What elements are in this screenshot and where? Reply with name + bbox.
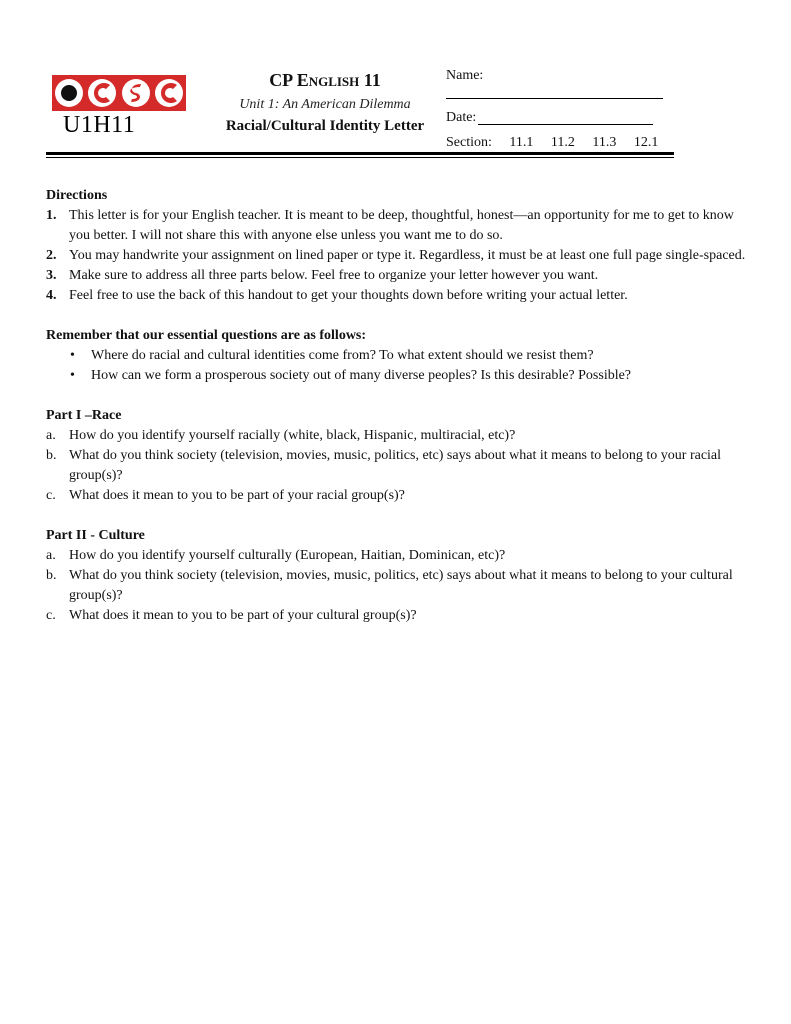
item-number: 1. bbox=[46, 208, 57, 223]
part2-heading: Part II - Culture bbox=[46, 528, 145, 543]
header-rule-thin bbox=[46, 157, 674, 158]
course-code: U1H11 bbox=[63, 112, 136, 138]
title-block bbox=[205, 70, 445, 135]
part2-list bbox=[46, 546, 746, 626]
list-item bbox=[46, 546, 746, 566]
list-item bbox=[46, 486, 746, 506]
item-letter: b. bbox=[46, 448, 57, 463]
name-blank bbox=[446, 98, 663, 99]
item-text: What do you think society (television, movies, music, politics, etc) says about what it means to belong to your cultural group(s)? bbox=[69, 568, 733, 603]
course-title-prefix: CP E bbox=[269, 70, 309, 90]
list-item: • Where do racial and cultural identities come from? To what extent should we resist them? bbox=[46, 346, 746, 366]
section-option: 11.3 bbox=[592, 135, 617, 150]
directions-list bbox=[46, 206, 746, 306]
date-label: Date: bbox=[446, 110, 477, 125]
essential-questions-list bbox=[46, 346, 746, 386]
item-letter: c. bbox=[46, 488, 56, 503]
item-number: 3. bbox=[46, 268, 57, 283]
section-row bbox=[446, 135, 672, 151]
item-text: What does it mean to you to be part of your cultural group(s)? bbox=[69, 608, 417, 623]
item-number: 2. bbox=[46, 248, 57, 263]
section-option: 11.2 bbox=[550, 135, 575, 150]
essential-questions-heading: Remember that our essential questions are as follows: bbox=[46, 328, 367, 343]
date-blank bbox=[478, 124, 653, 125]
list-item bbox=[46, 266, 746, 286]
course-title bbox=[205, 70, 445, 91]
item-letter: b. bbox=[46, 568, 57, 583]
part1-heading: Part I –Race bbox=[46, 408, 122, 423]
item-text: What do you think society (television, movies, music, politics, etc) says about what it means to belong to your racial group(s)? bbox=[69, 448, 722, 483]
item-text: You may handwrite your assignment on lined paper or type it. Regardless, it must be at least one full page single-spaced. bbox=[69, 248, 746, 263]
list-item bbox=[46, 606, 746, 626]
item-number: 4. bbox=[46, 288, 57, 303]
item-text: How do you identify yourself racially (white, black, Hispanic, multiracial, etc)? bbox=[69, 428, 516, 443]
directions-heading: Directions bbox=[46, 188, 108, 203]
item-letter: c. bbox=[46, 608, 56, 623]
list-item bbox=[46, 286, 746, 306]
document-body bbox=[46, 186, 746, 626]
unit-subtitle: Unit 1: An American Dilemma bbox=[239, 97, 411, 112]
item-text: This letter is for your English teacher. It is meant to be deep, thoughtful, honest—an opportunity for me to get to know you better. I will not share this with anyone else unless you want me to do so. bbox=[69, 208, 734, 243]
name-label: Name: bbox=[446, 68, 484, 83]
section-label: Section: bbox=[446, 135, 492, 150]
list-item bbox=[46, 206, 746, 246]
assignment-title: Racial/Cultural Identity Letter bbox=[225, 118, 425, 134]
course-title-suffix: 11 bbox=[359, 70, 381, 90]
list-item bbox=[46, 426, 746, 446]
section-option: 11.1 bbox=[509, 135, 534, 150]
school-logo bbox=[52, 75, 186, 111]
part1-list bbox=[46, 426, 746, 506]
list-item bbox=[46, 246, 746, 266]
item-letter: a. bbox=[46, 428, 56, 443]
item-text: Feel free to use the back of this handout to get your thoughts down before writing your actual letter. bbox=[69, 288, 628, 303]
item-letter: a. bbox=[46, 548, 56, 563]
list-item bbox=[46, 566, 746, 606]
item-text: What does it mean to you to be part of your racial group(s)? bbox=[69, 488, 405, 503]
list-item bbox=[46, 446, 746, 486]
course-title-smallcaps: nglish bbox=[308, 70, 360, 90]
header-rule bbox=[46, 152, 674, 155]
section-option: 12.1 bbox=[633, 135, 659, 150]
item-text: Make sure to address all three parts below. Feel free to organize your letter however you want. bbox=[69, 268, 599, 283]
item-text: How do you identify yourself culturally (European, Haitian, Dominican, etc)? bbox=[69, 548, 506, 563]
list-item: • How can we form a prosperous society out of many diverse peoples? Is this desirable? Possible? bbox=[46, 366, 746, 386]
